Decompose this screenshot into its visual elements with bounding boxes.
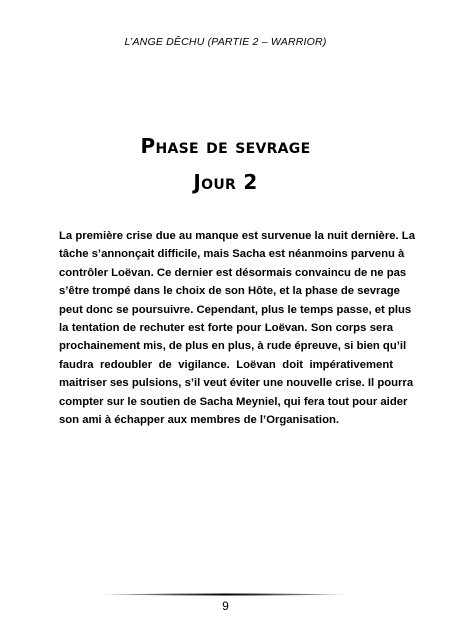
paragraph-line: La première crise due au manque est survenue la nuit dernière. La: [59, 230, 415, 242]
paragraph-line: faudra redoubler de vigilance. Loëvan doit impérativement: [59, 358, 393, 371]
paragraph-line: compter sur le soutien de Sacha Meyniel, qui fera tout pour aider: [59, 395, 408, 408]
paragraph-line: maitriser ses pulsions, s’il veut éviter une nouvelle crise. Il pourra: [59, 377, 414, 390]
running-header: L’ANGE DÊCHU (PARTIE 2 – WARRIOR): [124, 36, 327, 48]
chapter-title-line-1: Phase de sevrage: [140, 134, 311, 158]
paragraph-line: la tentation de rechuter est forte pour Loëvan. Son corps sera: [59, 322, 393, 335]
page-number: 9: [222, 599, 229, 613]
footer-divider: [103, 593, 348, 596]
paragraph-line: son ami à échapper aux membres de l’Organisation.: [59, 414, 340, 427]
body-paragraph: [59, 227, 415, 429]
paragraph-line: s’être trompé dans le choix de son Hôte, et la phase de sevrage: [59, 285, 400, 298]
paragraph-line: tâche s’annonçait difficile, mais Sacha est néanmoins parvenu à: [59, 248, 405, 261]
paragraph-line: prochainement mis, de plus en plus, à rude épreuve, si bien qu’il: [59, 340, 407, 353]
chapter-title: [0, 128, 451, 200]
chapter-title-line-2: Jour 2: [193, 170, 258, 194]
paragraph-line: contrôler Loëvan. Ce dernier est désormais convaincu de ne pas: [59, 266, 407, 279]
paragraph-line: peut donc se poursuivre. Cependant, plus le temps passe, et plus: [59, 303, 412, 316]
